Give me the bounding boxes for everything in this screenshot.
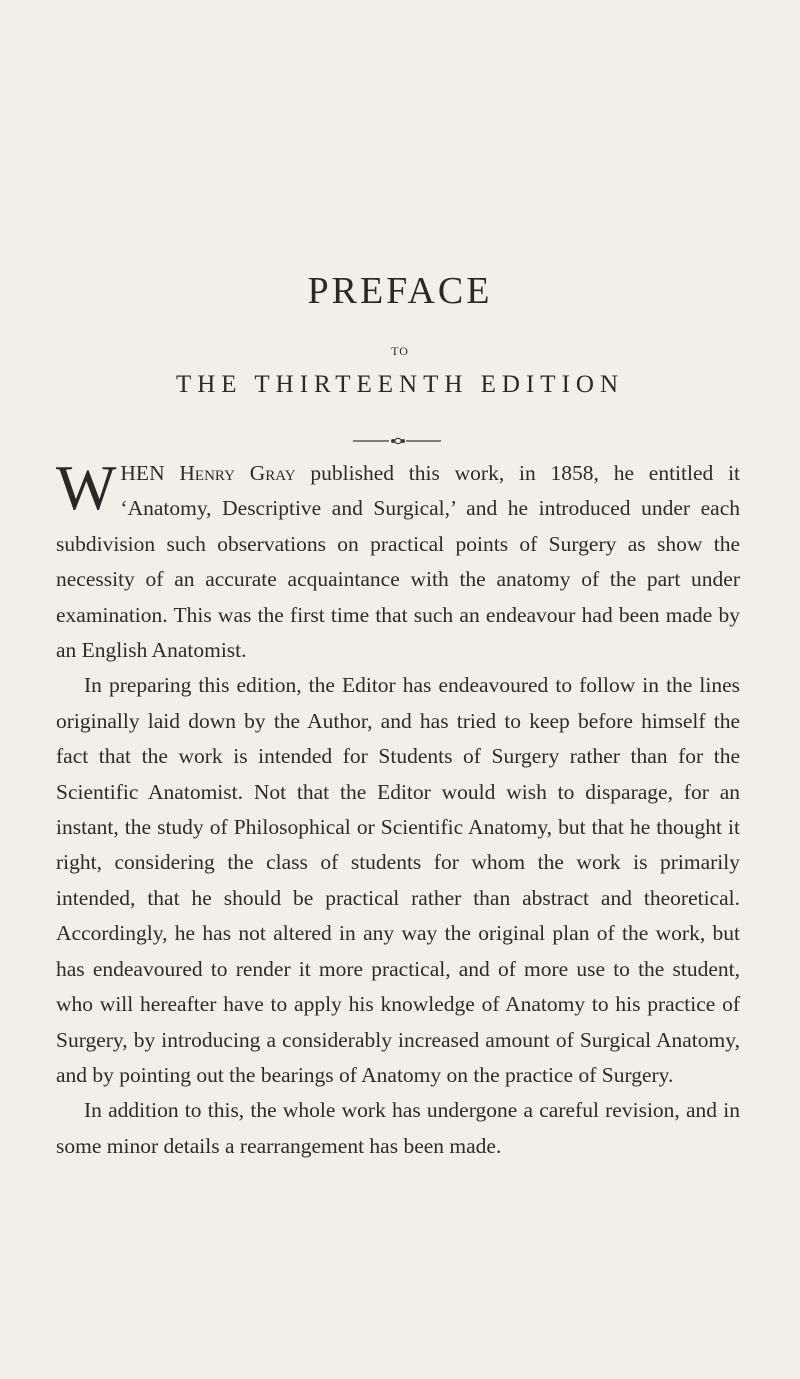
opening-word-rest: HEN [120, 461, 165, 485]
preface-title: PREFACE [307, 270, 493, 312]
divider-ornament [353, 436, 441, 446]
drop-cap: W [56, 452, 117, 523]
paragraph-1-text: published this work, in 1858, he entitled it ‘Anatomy, Descriptive and Surgical,’ and he introduced under each subdivision such observations on practical points of Surgery as show the necessity of an accurate acquaintance with the anatomy of the part under examination. This was the first time that such an endeavour had been made by an English Anatomist. [56, 461, 741, 663]
edition-subtitle: THE THIRTEENTH EDITION [175, 371, 624, 398]
title-connector: TO [391, 344, 409, 358]
paragraph-3: In addition to this, the whole work has undergone a careful revision, and in some minor details a rearrangement has been made. [56, 1098, 740, 1158]
paragraph-1 [56, 452, 741, 668]
author-name: Henry Gray [179, 461, 296, 485]
preface-body [56, 452, 741, 1164]
paragraph-2: In preparing this edition, the Editor has endeavoured to follow in the lines originally laid down by the Author, and has tried to keep before himself the fact that the work is intended for Students of Surgery rather than for the Scientific Anatomist. Not that the Editor would wish to disparage, for an instant, the study of Philosophical or Scientific Anatomy, but that he thought it right, considering the class of students for whom the work is primarily intended, that he should be practical rather than abstract and theoretical. Accordingly, he has not altered in any way the original plan of the work, but has endeavoured to render it more practical, and of more use to the student, who will hereafter have to apply his knowledge of Anatomy to his practice of Surgery, by introducing a considerably increased amount of Surgical Anatomy, and by pointing out the bearings of Anatomy on the practice of Surgery. [56, 673, 740, 1087]
